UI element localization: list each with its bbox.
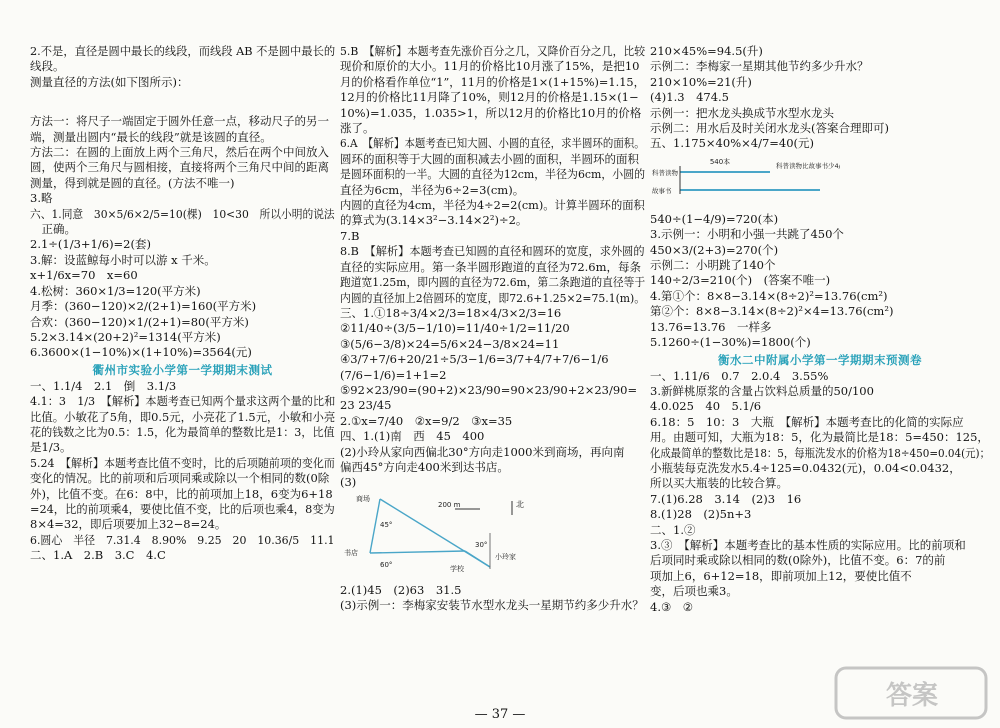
section-heading: 衢州市实验小学第一学期期末测试: [92, 362, 273, 377]
angle-45: 45°: [380, 520, 393, 529]
angle-30: 30°: [475, 540, 488, 549]
answer-line: 现价和原价的大小。11月的价格比10月涨了15%，是把10: [340, 59, 640, 74]
answer-line: 6.18：5 10：3 大瓶 【解析】本题考查比的化简的实际应: [650, 414, 964, 429]
answer-line: 小瓶装每克洗发水5.4÷125=0.0432(元)，0.04<0.0432，: [650, 460, 961, 475]
column-right: [650, 44, 990, 700]
answer-line: 用。由题可知，大瓶为18：5，化为最简比是18：5=450：125，: [650, 430, 989, 445]
answer-line: 变，后项也乘3。: [650, 584, 738, 599]
label-note: 科普读物比故事书少4/9: [776, 161, 840, 170]
answer-line: 2.(1)45 (2)63 31.5: [340, 582, 462, 597]
answer-line: 第②个：8×8−3.14×(8÷2)²×4=13.76(cm²): [650, 304, 894, 319]
home-label: 小玲家: [495, 552, 516, 561]
answer-line: x+1/6x=70 x=60: [30, 268, 138, 283]
label-science: 科普读物: [652, 168, 678, 177]
answer-line: 4.第①个：8×8−3.14×(8÷2)²=13.76(cm²): [650, 288, 888, 303]
answer-line: 140÷2/3=210(个) (答案不唯一): [650, 273, 831, 288]
answer-line: 线段。: [30, 59, 65, 74]
answer-line: 月季：(360−120)×2/(2+1)=160(平方米): [30, 299, 257, 314]
answer-line: 测量直径的方法(如下图所示)：: [30, 74, 189, 89]
watermark-logo: [832, 660, 992, 726]
answer-line: 6.3600×(1−10%)×(1+10%)=3564(元): [30, 345, 252, 360]
answer-line: 正确。: [30, 222, 76, 237]
answer-line: 一、1.1/4 2.1 倒 3.1/3: [30, 378, 177, 393]
answer-line: 2.1÷(1/3+1/6)=2(套): [30, 237, 151, 252]
answer-line: 3.③ 【解析】本题考查比的基本性质的实际应用。比的前项和: [650, 537, 966, 552]
answer-line: 210×10%=21(升): [650, 74, 752, 89]
school-label: 学校: [450, 564, 464, 573]
answer-line: 端，测量出圆内“最长的线段”就是该圆的直径。: [30, 129, 272, 144]
label-story: 故事书: [652, 186, 672, 195]
answer-line: 后项同时乘或除以相同的数(0除外)，比值不变。6：7的前: [650, 553, 946, 568]
answer-line: 四、1.(1)南 西 45 400: [340, 429, 485, 444]
answer-line: 是圆环面积的一半。大圆的直径为12cm，半径为6cm，小圆的: [340, 167, 645, 182]
answer-line: 一、1.11/6 0.7 2.0.4 3.55%: [650, 368, 829, 383]
answer-line: (2)小玲从家向西偏北30°方向走1000米到商场，再向南: [340, 444, 625, 459]
answer-line: 8.B 【解析】本题考查已知圆的直径和圆环的宽度，求外圆的: [340, 244, 645, 259]
answer-line: 12月的价格比11月降了10%，则12月的价格是1.15×(1−: [340, 90, 639, 105]
answer-line: 三、1.①18÷3/4×2/3=18×4/3×2/3=16: [340, 305, 562, 320]
answer-line: 5.B 【解析】本题考查先涨价百分之几，又降价百分之几，比较: [340, 44, 645, 58]
svg-text:答案: 答案: [885, 681, 939, 711]
answer-line: 直径的实际应用。第一条半圆形跑道的直径为72.6m，每条: [340, 259, 642, 274]
answer-line: 3.示例一：小明和小强一共跳了450个: [650, 227, 844, 242]
answer-line: 二、1.A 2.B 3.C 4.C: [30, 548, 166, 563]
bookstore-label: 书店: [344, 548, 358, 557]
answer-line: 化成最简单的整数比是18：5，每瓶洗发水的价格为18÷450=0.04(元)；: [650, 445, 990, 460]
answer-line: 跑道宽1.25m，即内圆的直径为72.6m，第二条跑道的直径等于: [340, 275, 645, 290]
answer-line: 5.24 【解析】本题考查比值不变时，比的后项随前项的变化而: [30, 455, 335, 470]
answer-line: 210×45%=94.5(升): [650, 44, 763, 58]
answer-line: 二、1.②: [650, 522, 696, 537]
answer-line: [30, 90, 335, 98]
scale-label: 200 m: [438, 500, 461, 509]
answer-line: 六、1.同意 30×5/6×2/5=10(棵) 10<30 所以小明的说法: [30, 206, 335, 221]
answer-line: 方法二：在圆的上面放上两个三角尺，然后在两个中间放入: [30, 145, 329, 160]
answer-line: 所以买大瓶装的比较合算。: [650, 476, 788, 491]
angle-60: 60°: [380, 560, 393, 569]
answer-line: 3.略: [30, 191, 53, 206]
answer-line: 偏西45°方向走400米到达书店。: [340, 459, 509, 474]
answer-line: 2.①x=7/40 ②x=9/2 ③x=35: [340, 413, 513, 428]
answer-line: 花的钱数之比为0.5：1.5，化为最简单的整数比是1：3，比值: [30, 424, 335, 439]
answer-line: 23 23/45: [340, 398, 392, 413]
route-line-mall-bookstore: [370, 499, 380, 553]
answer-line: 比值。小敏花了5角，即0.5元，小亮花了1.5元，小敏和小亮: [30, 409, 335, 424]
answer-line: =24，比的前项乘4，要使比值不变，比的后项也乘4，8变为: [30, 501, 335, 516]
answer-line: 是1/3。: [30, 440, 72, 455]
answer-line: 五、1.175×40%×4/7=40(元): [650, 136, 815, 151]
answer-line: 5.2×3.14×(20+2)²=1314(平方米): [30, 329, 221, 344]
answer-line: 4.1：3 1/3 【解析】本题考查已知两个量求这两个量的比和: [30, 394, 335, 409]
answer-line: (3): [340, 475, 357, 490]
answer-line: 5.1260÷(1−30%)=1800(个): [650, 335, 811, 350]
answer-line: 涨了。: [340, 121, 375, 136]
answer-line: 示例一：把水龙头换成节水型水龙头: [650, 105, 834, 120]
answer-line: 方法一：将尺子一端固定于圆外任意一点，移动尺子的另一: [30, 114, 329, 129]
answer-line: (3)示例一：李梅家安装节水型水龙头一星期节约多少升水？: [340, 598, 644, 613]
answer-line: 项加上6，6+12=18，即前项加上12，要使比值不: [650, 568, 912, 583]
answer-line: (7/6−1/6)=1+1=2: [340, 367, 447, 382]
route-map-figure: [340, 493, 645, 579]
answer-line: 示例二：用水后及时关闭水龙头(答案合理即可): [650, 121, 889, 136]
answer-line: 3.解：设蓝鲸每小时可以游 x 千米。: [30, 252, 216, 267]
answer-line: 的算式为(3.14×3²−3.14×2²)÷2。: [340, 213, 528, 228]
answer-line: ④3/7+7/6+20/21÷5/3−1/6=3/7+4/7+7/6−1/6: [340, 352, 609, 367]
answer-line: 变化的情况。比的前项和后项同乘或除以一个相同的数(0除: [30, 471, 330, 486]
line-segment-figure: [650, 154, 990, 208]
answer-line: [30, 106, 335, 114]
answer-line: 内圆的直径为4cm，半径为4÷2=2(cm)。计算半圆环的面积: [340, 198, 645, 213]
column-middle: [340, 44, 645, 700]
route-line-bookstore-school: [370, 551, 465, 553]
answer-line: 6.A 【解析】本题考查已知大圆、小圆的直径，求半圆环的面积。: [340, 136, 645, 151]
answer-line: [30, 98, 335, 106]
answer-line: 4.0.025 40 5.1/6: [650, 399, 762, 414]
answer-line: 6.圆心 半径 7.31.4 8.90% 9.25 20 10.36/5 11.1: [30, 532, 335, 547]
answer-line: 3.新鲜桃原浆的含量占饮料总质量的50/100: [650, 383, 874, 398]
answer-line: 外)，比值不变。在6：8中，比的前项加上18，6变为6+18: [30, 486, 333, 501]
page-number: — 37 —: [474, 707, 526, 722]
answer-line: 圆环的面积等于大圆的面积减去小圆的面积，半圆环的面积: [340, 151, 639, 166]
answer-line: ⑤92×23/90=(90+2)×23/90=90×23/90+2×23/90=: [340, 382, 638, 397]
answer-line: 月的价格看作单位“1”，11月的价格是1×(1+15%)=1.15，: [340, 74, 645, 89]
answer-line: 10%)=1.035，1.035>1，所以12月的价格比10月的价格: [340, 105, 642, 120]
north-label: 北: [516, 499, 524, 509]
answer-line: 450×3/(2+3)=270(个): [650, 242, 779, 257]
answer-line: 圆，使两个三角尺与圆相接，直接将两个三角尺中间的距离: [30, 160, 329, 175]
answer-line: 示例二：小明跳了140个: [650, 258, 776, 273]
answer-line: ③(5/6−3/8)×24=5/6×24−3/8×24=11: [340, 336, 560, 351]
answer-line: 示例二：李梅家一星期其他节约多少升水？: [650, 59, 869, 74]
column-left: [30, 44, 335, 700]
answer-line: 7.(1)6.28 3.14 (2)3 16: [650, 491, 802, 506]
answer-line: 4.③ ②: [650, 599, 694, 614]
answer-line: 直径为6cm，半径为6÷2=3(cm)。: [340, 182, 525, 197]
answer-line: 8×4=32，即后项要加上32−8=24。: [30, 517, 227, 532]
answer-line: 540÷(1−4/9)=720(本): [650, 211, 779, 226]
mall-label: 商场: [356, 494, 370, 503]
answer-line: 测量，得到就是圆的直径。(方法不唯一): [30, 175, 235, 190]
section-heading: 衡水二中附属小学第一学期期末预测卷: [718, 352, 922, 367]
answer-line: 4.松树：360×1/3=120(平方米): [30, 283, 201, 298]
total-label: 540本: [709, 157, 731, 166]
answer-line: 2.不是，直径是圆中最长的线段，而线段 AB 不是圆中最长的: [30, 44, 335, 58]
answer-line: ②11/40÷(3/5−1/10)=11/40÷1/2=11/20: [340, 321, 570, 336]
answer-line: 13.76=13.76 一样多: [650, 319, 772, 334]
answer-line: 合欢：(360−120)×1/(2+1)=80(平方米): [30, 314, 249, 329]
answer-line: 7.B: [340, 228, 360, 243]
answer-line: 8.(1)28 (2)5n+3: [650, 507, 752, 522]
answer-line: 内圆的直径加上2倍圆环的宽度，即72.6+1.25×2=75.1(m)。: [340, 290, 645, 305]
answer-line: (4)1.3 474.5: [650, 90, 730, 105]
